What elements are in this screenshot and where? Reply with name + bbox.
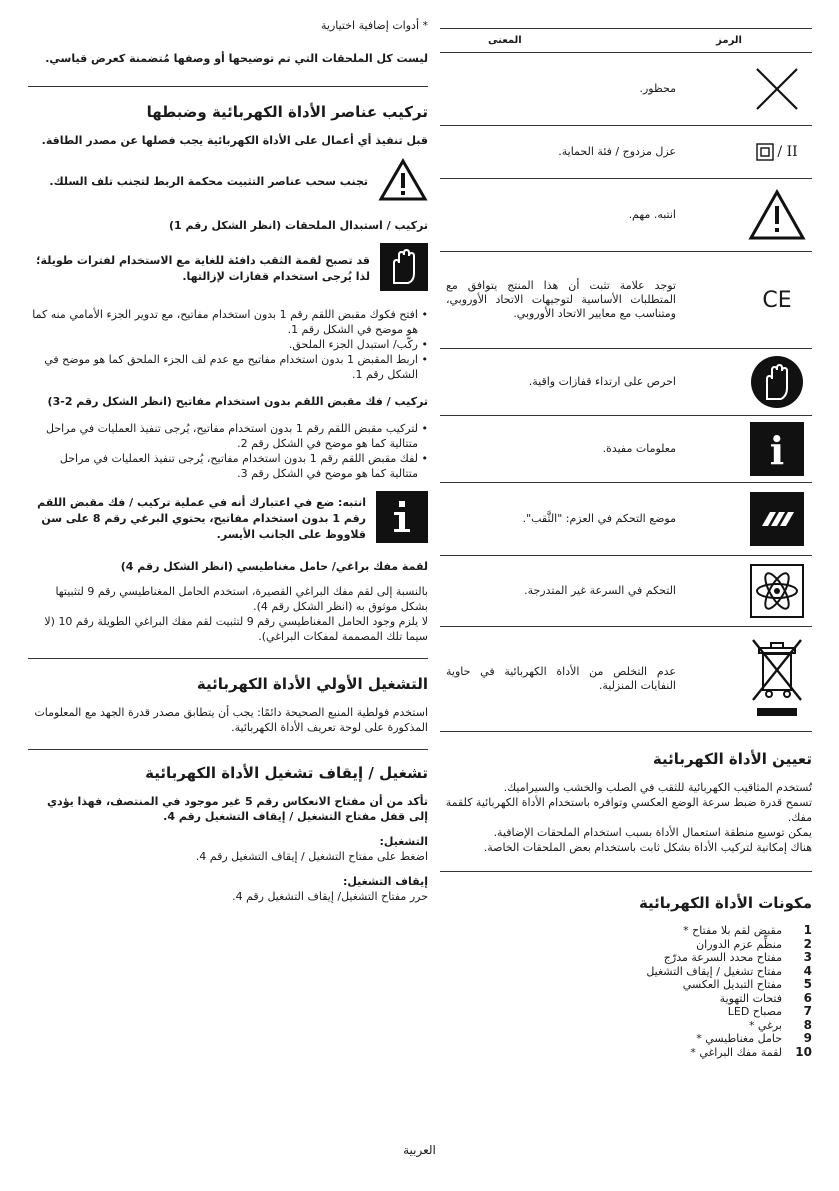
- startup-paragraph: استخدم فولطية المنبع الصحيحة دائمًا: يجب أن يتطابق مصدر قدرة الجهد مع المعلومات المذكورة على لوحة تعريف الأداة الكهربائية.: [34, 706, 428, 734]
- assembly-title: تركيب عناصر الأداة الكهربائية وضبطها: [146, 103, 428, 121]
- components-title: مكونات الأداة الكهربائية: [638, 894, 812, 912]
- class-label: II /: [777, 144, 798, 160]
- magnet-paragraph-1: بالنسبة إلى لقم مفك البراغي القصيرة، استخدم الحامل المغناطيسي رقم 9 لتثبيتها بشكل موثوق به (انظر الشكل رقم 4).: [55, 585, 428, 613]
- subheading-fig23: تركيب / فك مقبض اللقم بدون استخدام مفاتيح (انظر الشكل رقم 2-3): [47, 395, 428, 408]
- symbol-meaning: عزل مزدوج / فئة الحماية.: [558, 145, 676, 158]
- symbol-meaning: توجد علامة تثبت أن هذا المنتج يتوافق مع المتطلبات الأساسية لتوجيهات الاتحاد الأوروبي، ومتناسب مع معايير الاتحاد الأوروبي.: [446, 279, 676, 320]
- components-list: [642, 924, 812, 1059]
- magnet-paragraph-2: لا يلزم وجود الحامل المغناطيسي رقم 9 لتثبيت لقم مفك البراغي الطويلة رقم 10 (لا سيما تلك المصممة لمفكات البراغي).: [44, 615, 428, 643]
- glove-warning-text: قد تصبح لقمة الثقب دافئة للغاية مع الاستخدام لفترات طويلة؛ لذا يُرجى استخدام قفازات لإزالتها.: [36, 254, 370, 283]
- divider: [440, 28, 812, 29]
- list-item: مقبض لقم بلا مفتاح * 1: [683, 923, 812, 937]
- cable-warning-text: تجنب سحب عناصر التثبيت محكمة الربط لتجنب تلف السلك.: [49, 175, 368, 188]
- divider: [28, 86, 428, 87]
- switch-on-label: التشغيل:: [379, 835, 428, 848]
- symbols-table-header: [440, 35, 812, 53]
- table-row: [440, 179, 812, 252]
- list-item: • لفك مقبض اللقم رقم 1 بدون استخدام مفاتيح، يُرجى تنفيذ العمليات في مراحل متتالية كما هو موضح في الشكل رقم 3.: [28, 451, 428, 481]
- components-section: [440, 894, 812, 1059]
- ce-mark-icon: CE: [762, 287, 792, 313]
- purpose-title: تعيين الأداة الكهربائية: [652, 750, 812, 768]
- list-item: مفتاح محدد السرعة مدرّج 3: [663, 950, 812, 964]
- gloves-icon: [746, 355, 808, 409]
- left-column: [28, 18, 428, 914]
- warning-icon: [746, 189, 808, 241]
- symbol-meaning: التحكم في السرعة غير المتدرجة.: [524, 584, 676, 597]
- list-item: لقمة مفك البراغي * 10: [690, 1044, 812, 1059]
- list-item: مفتاح التبديل العكسي 5: [682, 977, 812, 991]
- page-language-footer: العربية: [403, 1143, 436, 1157]
- accessories-note: ليست كل الملحقات التي تم توضيحها أو وصفها مُتضمنة كعرض قياسي.: [45, 52, 428, 65]
- fig1-steps: [28, 307, 428, 382]
- table-row: [440, 556, 812, 627]
- symbol-meaning: انتبه. مهم.: [628, 208, 676, 221]
- table-row: [440, 252, 812, 349]
- list-item: • اربط المقبض 1 بدون استخدام مفاتيح مع عدم لف الجزء الملحق كما هو موضح في الشكل رقم 1.: [28, 352, 428, 382]
- onoff-title: تشغيل / إيقاف تشغيل الأداة الكهربائية: [145, 764, 428, 782]
- table-row: [440, 627, 812, 732]
- list-item: • افتح فكوك مقبض اللقم رقم 1 بدون استخدام مفاتيح، مع تدوير الجزء الأمامي منه كما هو موضح في الشكل رقم 1.: [28, 307, 428, 337]
- gloves-icon: [380, 243, 428, 295]
- divider: [28, 658, 428, 659]
- info-glyph: i: [769, 428, 785, 473]
- assembly-intro: قبل تنفيذ أي أعمال على الأداة الكهربائية يجب فصلها عن مصدر الطاقة.: [41, 134, 428, 147]
- switch-on-text: اضغط على مفتاح التشغيل / إيقاف التشغيل رقم 4.: [195, 850, 428, 863]
- purpose-line: هناك إمكانية لتركيب الأداة بشكل ثابت باستخدام بعض الملحقات الخاصة.: [483, 841, 812, 854]
- list-item: • لتركيب مقبض اللقم رقم 1 بدون استخدام مفاتيح، يُرجى تنفيذ العمليات في مراحل متتالية كما هو موضح في الشكل رقم 2.: [28, 421, 428, 451]
- list-item: منظِّم عزم الدوران 2: [696, 936, 812, 951]
- info-icon: [376, 491, 428, 547]
- onoff-warning: تأكد من أن مفتاح الانعكاس رقم 5 غير موجود في المنتصف، فهذا يؤدي إلى قفل مفتاح التشغيل / إيقاف التشغيل رقم 4.: [46, 795, 428, 823]
- subheading-fig1: تركيب / استبدال الملحقات (انظر الشكل رقم 1): [168, 219, 428, 232]
- table-row: [440, 416, 812, 483]
- table-row: [440, 53, 812, 126]
- table-row: [440, 483, 812, 556]
- symbol-meaning: معلومات مفيدة.: [602, 442, 676, 455]
- list-item: برغي * 8: [748, 1017, 812, 1032]
- switch-off-label: إيقاف التشغيل:: [342, 875, 428, 888]
- weee-bin-icon: [746, 634, 808, 724]
- symbol-meaning: محظور.: [639, 82, 676, 95]
- glove-warning: [28, 243, 428, 295]
- symbol-meaning: موضع التحكم في العزم: "الثَّقب".: [522, 512, 676, 525]
- purpose-line: يمكن توسيع منطقة استعمال الأداة بسبب استخدام الملحقات الإضافية.: [493, 826, 812, 839]
- list-item: حامل مغناطيسي * 9: [696, 1031, 812, 1045]
- fig23-steps: [28, 421, 428, 481]
- list-item: مفتاح تشغيل / إيقاف التشغيل 4: [646, 963, 812, 978]
- info-icon: [746, 422, 808, 476]
- header-symbol: الرمز: [716, 35, 742, 46]
- symbol-meaning: احرص على ارتداء قفازات واقية.: [528, 375, 676, 388]
- right-column: [440, 28, 812, 1059]
- purpose-section: [440, 750, 812, 855]
- switch-off-text: حرر مفتاح التشغيل/ إيقاف التشغيل رقم 4.: [232, 890, 428, 903]
- divider: [28, 749, 428, 750]
- cable-warning: [28, 158, 428, 206]
- speed-control-icon: [746, 564, 808, 618]
- optional-note: * أدوات إضافية اختيارية: [320, 19, 428, 32]
- table-row: [440, 126, 812, 179]
- prohibited-icon: [746, 63, 808, 115]
- table-row: [440, 349, 812, 416]
- drill-mode-icon: [746, 492, 808, 546]
- info-note: [28, 491, 428, 547]
- subheading-fig4: لقمة مفك براغي/ حامل مغناطيسي (انظر الشكل رقم 4): [120, 560, 428, 573]
- list-item: فتحات التهوية 6: [719, 990, 812, 1005]
- list-item: • ركّب/ استبدل الجزء الملحق.: [28, 337, 428, 352]
- info-note-text: انتبه: ضع في اعتبارك أنه في عملية تركيب / فك مقبض اللقم رقم 1 بدون استخدام مفاتيح، يحتوي البرغي رقم 8 على سن قلاووظ على الجانب الأيسر.: [37, 496, 366, 541]
- symbol-meaning: عدم التخلص من الأداة الكهربائية في حاوية النفايات المنزلية.: [446, 665, 676, 692]
- startup-title: التشغيل الأولي الأداة الكهربائية: [196, 675, 428, 693]
- double-insulation-icon: [746, 143, 808, 161]
- warning-icon: [378, 158, 428, 206]
- purpose-line: تُستخدم المثاقيب الكهربائية للثقب في الصلب والخشب والسيراميك.: [503, 781, 812, 794]
- header-meaning: المعنى: [488, 35, 522, 46]
- divider: [440, 871, 812, 872]
- list-item: مصباح LED 7: [727, 1004, 812, 1018]
- purpose-line: تسمح قدرة ضبط سرعة الوضع العكسي وتوافره باستخدام الأداة الكهربائية كلقمة مفك.: [445, 796, 812, 824]
